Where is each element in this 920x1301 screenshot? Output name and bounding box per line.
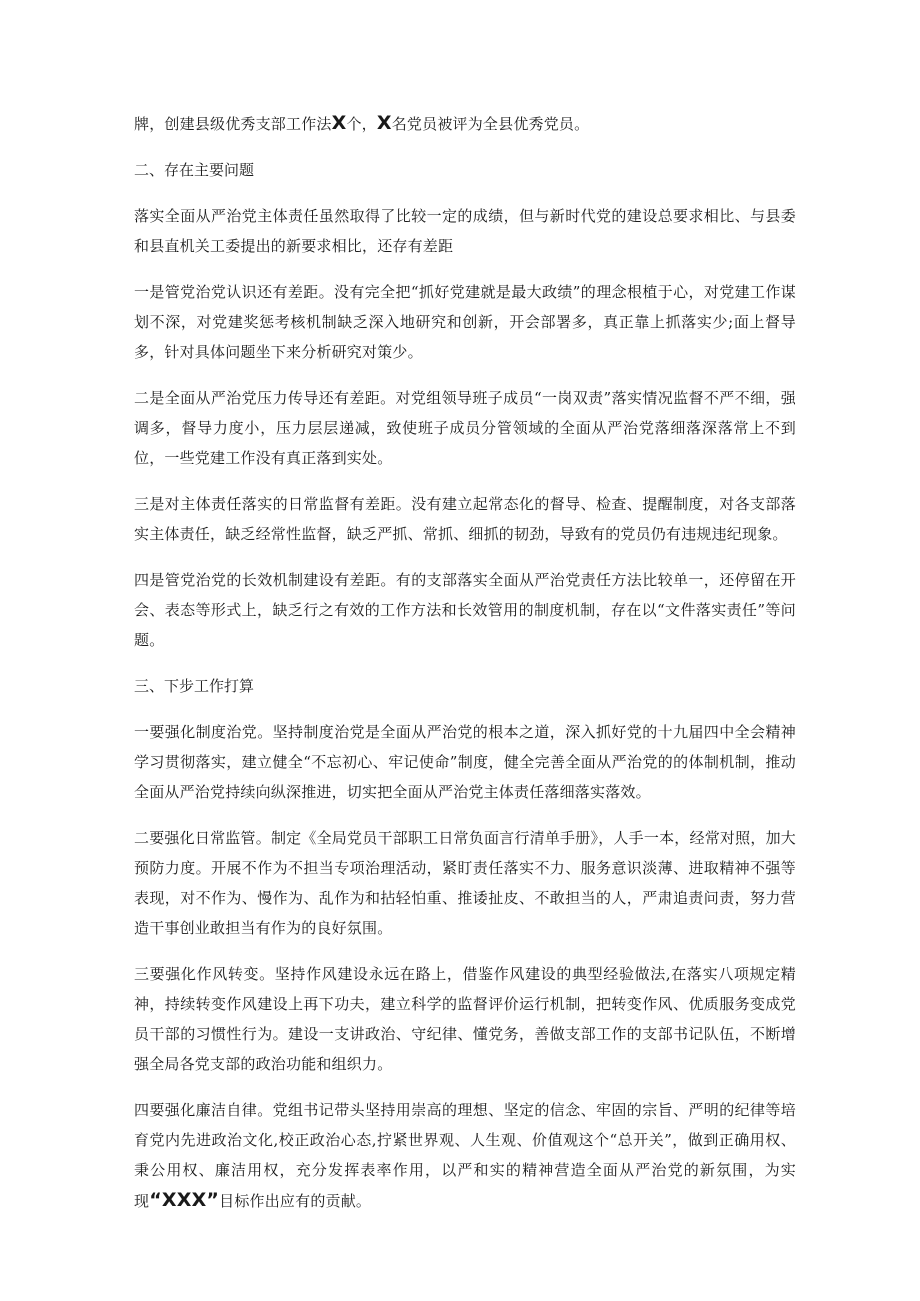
placeholder-x-1: X [331, 112, 347, 134]
plan-paragraph-2: 二要强化日常监管。制定《全局党员干部职工日常负面言行清单手册》，人手一本，经常对照，加大预防力度。开展不作为不担当专项治理活动，紧盯责任落实不力、服务意识淡薄、进取精神不强等表现，对不作为、慢作为、乱作为和拈轻怕重、推诿扯皮、不敢担当的人，严肃追责问责，努力营造干事创业敢担当有作为的良好氛围。 [134, 829, 796, 937]
plan-paragraph-1: 一要强化制度治党。坚持制度治党是全面从严治党的根本之道，深入抓好党的十九届四中全会精神学习贯彻落实，建立健全“不忘初心、牢记使命”制度，健全完善全面从严治党的的体制机制，推动全面从严治党持续向纵深推进，切实把全面从严治党主体责任落细落实落效。 [134, 723, 796, 801]
problem-paragraph-3: 三是对主体责任落实的日常监督有差距。没有建立起常态化的督导、检查、提醒制度，对各支部落实主体责任，缺乏经常性监督，缺乏严抓、常抓、细抓的韧劲，导致有的党员仍有违规违纪现象。 [134, 495, 796, 543]
plan-paragraph-4-text: 四要强化廉洁自律。党组书记带头坚持用崇高的理想、坚定的信念、牢固的宗旨、严明的纪律等培育党内先进政治文化,校正政治心态,拧紧世界观、人生观、价值观这个“总开关”，做到正确用权、秉公用权、廉洁用权，充分发挥表率作用，以严和实的精神营造全面从严治党的新氛围，为实现 [134, 1101, 796, 1210]
plan-paragraph-4-end: 目标作出应有的贡献。 [219, 1192, 372, 1210]
section-heading-problems: 二、存在主要问题 [134, 161, 255, 179]
intro-text-2: 个， [346, 115, 377, 133]
problem-paragraph-2: 二是全面从严治党压力传导还有差距。对党组领导班子成员“一岗双责”落实情况监督不严不细，强调多，督导力度小，压力层层递减，致使班子成员分管领域的全面从严治党落细落深落常上不到位，一些党建工作没有真正落到实处。 [134, 389, 796, 467]
placeholder-x-2: X [376, 112, 392, 134]
intro-paragraph [134, 108, 796, 139]
plan-paragraph-3: 三要强化作风转变。坚持作风建设永远在路上，借鉴作风建设的典型经验做法,在落实八项规定精神，持续转变作风建设上再下功夫，建立科学的监督评价运行机制，把转变作风、优质服务变成党员干部的习惯性行为。建设一支讲政治、守纪律、懂党务，善做支部工作的支部书记队伍，不断增强全局各党支部的政治功能和组织力。 [134, 965, 796, 1073]
plan-paragraph-4 [134, 1095, 796, 1216]
intro-text-1: 牌，创建县级优秀支部工作法 [134, 115, 332, 133]
intro-text-3: 名党员被评为全县优秀党员。 [391, 115, 590, 133]
goal-placeholder-xxx: “XXX” [149, 1189, 220, 1211]
problems-intro-paragraph: 落实全面从严治党主体责任虽然取得了比较一定的成绩，但与新时代党的建设总要求相比、与县委和县直机关工委提出的新要求相比，还存有差距 [134, 207, 796, 255]
document-page [134, 108, 796, 1232]
section-heading-plans: 三、下步工作打算 [134, 677, 255, 695]
problem-paragraph-4: 四是管党治党的长效机制建设有差距。有的支部落实全面从严治党责任方法比较单一，还停留在开会、表态等形式上，缺乏行之有效的工作方法和长效管用的制度机制，存在以“文件落实责任”等问题。 [134, 571, 796, 649]
problem-paragraph-1: 一是管党治党认识还有差距。没有完全把“抓好党建就是最大政绩”的理念根植于心，对党建工作谋划不深，对党建奖惩考核机制缺乏深入地研究和创新，开会部署多，真正靠上抓落实少;面上督导多，针对具体问题坐下来分析研究对策少。 [134, 283, 796, 361]
